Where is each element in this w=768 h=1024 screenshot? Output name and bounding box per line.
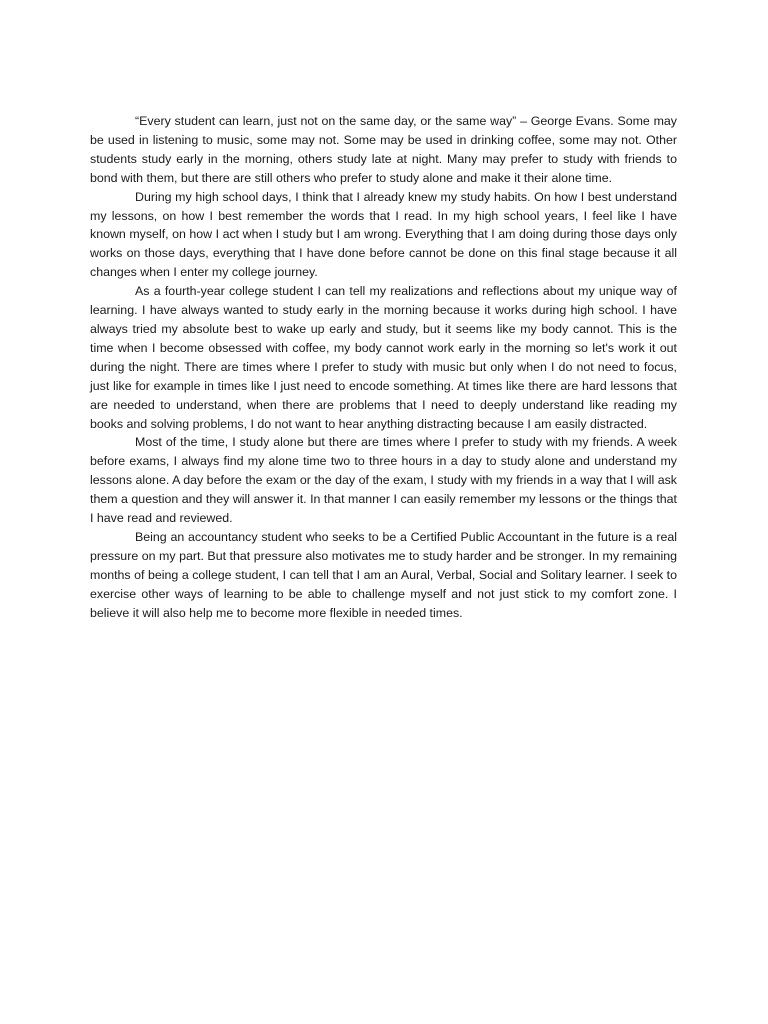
paragraph-high-school: During my high school days, I think that I already knew my study habits. On how I best understand my lessons, on how I best remember the words that I read. In my high school years, I feel like I have known myself, on how I act when I study but I am wrong. Everything that I am doing during those days only works on those days, everything that I have done before cannot be done on this final stage because it all changes when I enter my college journey. xyxy=(90,189,677,280)
paragraph-college-realizations: As a fourth-year college student I can tell my realizations and reflections about my unique way of learning. I have always wanted to study early in the morning because it works during high school. I have always tried my absolute best to wake up early and study, but it seems like my body cannot. This is the time when I become obsessed with coffee, my body cannot work early in the morning so let's work it out during the night. There are times where I prefer to study with music but only when I do not need to focus, just like for example in times like I just need to encode something. At times like there are hard lessons that are needed to understand, when there are problems that I need to deeply understand like reading my books and solving problems, I do not want to hear anything distracting because I am easily distracted. xyxy=(90,284,677,431)
paragraph-accountancy: Being an accountancy student who seeks to be a Certified Public Accountant in the future is a real pressure on my part. But that pressure also motivates me to study harder and be stronger. In my remaining months of being a college student, I can tell that I am an Aural, Verbal, Social and Solitary learner. I seek to exercise other ways of learning to be able to challenge myself and not just stick to my comfort zone. I believe it will also help me to become more flexible in needed times. xyxy=(90,529,677,620)
paragraph-study-alone: Most of the time, I study alone but there are times where I prefer to study with my friends. A week before exams, I always find my alone time two to three hours in a day to study alone and understand my lessons alone. A day before the exam or the day of the exam, I study with my friends in a way that I will ask them a question and they will answer it. In that manner I can easily remember my lessons or the things that I have read and reviewed. xyxy=(90,435,677,526)
paragraph-intro-quote: “Every student can learn, just not on the same day, or the same way” – George Evans. Some may be used in listening to music, some may not. Some may be used in drinking coffee, some may not. Other students study early in the morning, others study late at night. Many may prefer to study with friends to bond with them, but there are still others who prefer to study alone and make it their alone time. xyxy=(90,114,677,185)
document-body xyxy=(90,112,677,622)
